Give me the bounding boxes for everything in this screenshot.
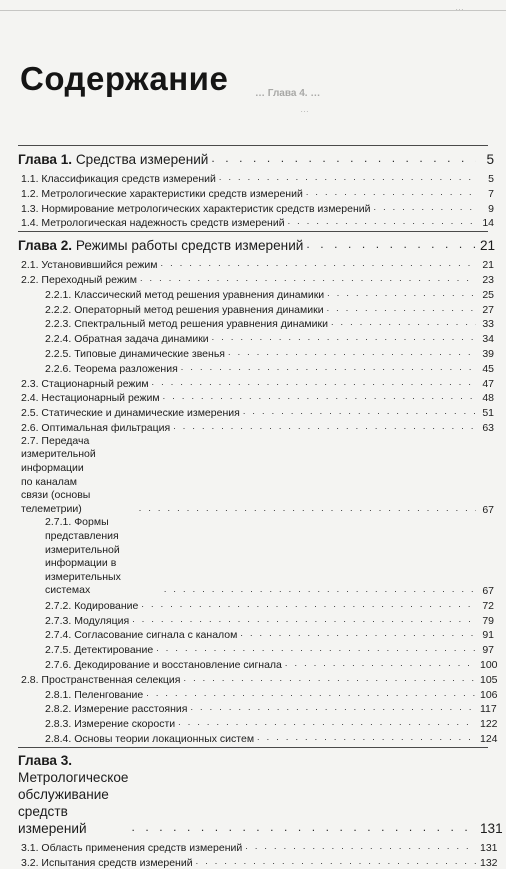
page-number: 45 [482, 362, 494, 375]
bleed-top-right: … [455, 2, 464, 12]
dot-leader [243, 405, 476, 418]
dot-leader [164, 583, 476, 596]
entry-label: 2.6. Оптимальная фильтрация [21, 421, 171, 434]
entry-label: 2.3. Стационарный режим [21, 377, 149, 390]
toc-entry [18, 287, 494, 302]
entry-label: 2.2.5. Типовые динамические звенья [45, 347, 225, 360]
entry-label: 2.2.6. Теорема разложения [45, 362, 178, 375]
chapter-row [18, 752, 503, 837]
page-number: 131 [480, 841, 498, 854]
dot-leader [141, 598, 476, 611]
chapter-number: Глава 2. [18, 238, 73, 254]
toc-entry [18, 731, 498, 746]
toc-entry [18, 687, 498, 702]
page-number: 117 [480, 703, 497, 716]
toc-entry [18, 171, 494, 186]
toc-entry [18, 405, 494, 420]
entry-label: 2.8.3. Измерение скорости [45, 718, 176, 731]
dot-leader [178, 716, 476, 729]
toc-entry [18, 376, 494, 391]
dot-leader [306, 186, 476, 199]
toc-entry [18, 215, 494, 230]
page-number: 5 [488, 173, 494, 185]
page-number: 72 [482, 599, 494, 612]
top-edge-line [0, 10, 506, 11]
toc-entry [18, 272, 494, 287]
page-number: 105 [480, 673, 498, 686]
page-title: Содержание [20, 60, 229, 97]
toc-entry [18, 598, 494, 613]
dot-leader [219, 171, 476, 184]
entry-label: 2.8.1. Пеленгование [45, 688, 144, 701]
dot-leader [190, 701, 476, 714]
dot-leader [140, 272, 476, 285]
toc-entry [18, 613, 494, 628]
entry-label: 3.1. Область применения средств измерений [21, 841, 243, 854]
toc-entry [18, 257, 494, 272]
bleed-chapter4: … Глава 4. … [255, 88, 321, 99]
page-number: 131 [480, 820, 503, 836]
entry-label: 2.7. Передача измерительной информации по каналам связи (основы телеметрии) [21, 434, 96, 515]
chapter-label [18, 238, 303, 254]
page-number: 23 [482, 273, 494, 286]
toc-entry [18, 672, 498, 687]
page-number: 33 [482, 318, 494, 331]
chapter-title: Средства измерений [75, 152, 209, 167]
chapter-rule [18, 231, 488, 232]
toc-entry [18, 716, 498, 731]
dot-leader [331, 316, 476, 329]
toc-entry [18, 390, 494, 405]
toc-entry [18, 201, 494, 216]
table-of-contents [18, 144, 503, 869]
page-number: 91 [482, 629, 494, 642]
dot-leader [285, 657, 476, 670]
dot-leader [196, 855, 476, 868]
entry-label: 2.5. Статические и динамические измерения [21, 407, 240, 420]
entry-label: 2.4. Нестационарный режим [21, 392, 160, 405]
dot-leader [132, 613, 476, 626]
page-number: 27 [482, 303, 494, 316]
page-number: 67 [482, 585, 494, 598]
entry-label: 1.2. Метрологические характеристики средств измерений [21, 187, 303, 200]
dot-leader [240, 627, 476, 640]
entry-label: 2.2.2. Операторный метод решения уравнения динамики [45, 303, 324, 316]
toc-entry [18, 627, 494, 642]
toc-entry [18, 420, 494, 435]
chapter-rule [18, 145, 488, 146]
page-number: 9 [488, 202, 494, 215]
dot-leader [156, 642, 476, 655]
page-number: 132 [480, 856, 498, 869]
entry-label: 1.1. Классификация средств измерений [21, 173, 216, 185]
chapter-label [18, 152, 208, 168]
toc-entry [18, 186, 494, 201]
entry-label: 2.7.5. Детектирование [45, 644, 154, 657]
chapter-row [18, 236, 494, 254]
page-number: 122 [480, 718, 498, 731]
chapter-row [18, 150, 494, 168]
entry-label: 2.1. Установившийся режим [21, 259, 158, 272]
toc-entry [18, 516, 494, 598]
chapter-title: Режимы работы средств измерений [75, 238, 304, 254]
dot-leader [163, 390, 476, 403]
toc-entry [18, 855, 498, 869]
dot-leader [212, 331, 476, 344]
dot-leader [306, 236, 476, 252]
page-number: 79 [482, 614, 494, 627]
dot-leader [327, 287, 476, 300]
page-number: 34 [482, 333, 494, 346]
entry-label: 3.2. Испытания средств измерений [21, 856, 193, 869]
dot-leader [152, 376, 476, 389]
toc-entry [18, 657, 498, 672]
toc-entry [18, 361, 494, 376]
bleed-line2: … [300, 104, 309, 114]
dot-leader [161, 257, 476, 270]
toc-entry [18, 316, 494, 331]
page-number: 51 [482, 407, 494, 420]
entry-label: 2.2.1. Классический метод решения уравнения динамики [45, 288, 325, 301]
dot-leader [228, 346, 476, 359]
dot-leader [288, 215, 476, 228]
dot-leader [327, 302, 476, 315]
dot-leader [181, 361, 476, 374]
page-number: 48 [482, 392, 494, 405]
page-number: 25 [482, 288, 494, 301]
chapter-number: Глава 1. [18, 152, 73, 167]
toc-entry [18, 642, 494, 657]
chapter-title: Метрологическое обслуживание средств измерений [18, 769, 129, 836]
chapter-label [18, 752, 129, 837]
page-number: 124 [480, 733, 498, 746]
page-number: 67 [482, 503, 494, 516]
entry-label: 2.7.1. Формы представления измерительной информации в измерительных системах [45, 516, 121, 597]
page-number: 106 [480, 688, 498, 701]
toc-entry [18, 840, 498, 855]
entry-label: 2.7.4. Согласование сигнала с каналом [45, 629, 238, 642]
entry-label: 1.3. Нормирование метрологических характеристик средств измерений [21, 202, 371, 215]
page-number: 7 [488, 187, 494, 200]
toc-entry [18, 435, 494, 517]
entry-label: 2.7.6. Декодирование и восстановление сигнала [45, 659, 282, 672]
dot-leader [373, 201, 476, 214]
toc-entry [18, 701, 497, 716]
page-number: 14 [482, 217, 494, 230]
entry-label: 2.2.4. Обратная задача динамики [45, 333, 209, 346]
dot-leader [211, 150, 476, 166]
dot-leader [146, 687, 476, 700]
dot-leader [132, 819, 477, 835]
dot-leader [139, 502, 476, 515]
page-number: 63 [482, 421, 494, 434]
entry-label: 1.4. Метрологическая надежность средств измерений [21, 217, 285, 230]
page-number: 5 [486, 152, 494, 167]
chapter-rule [18, 747, 488, 748]
chapter-number: Глава 3. [18, 752, 73, 768]
toc-entry [18, 331, 494, 346]
entry-label: 2.2. Переходный режим [21, 273, 137, 286]
entry-label: 2.7.3. Модуляция [45, 614, 130, 627]
toc-entry [18, 346, 494, 361]
entry-label: 2.7.2. Кодирование [45, 599, 139, 612]
page-number: 39 [482, 347, 494, 360]
entry-label: 2.2.3. Спектральный метод решения уравнения динамики [45, 318, 328, 331]
page-number: 97 [482, 644, 494, 657]
entry-label: 2.8. Пространственная селекция [21, 673, 181, 686]
dot-leader [173, 420, 476, 433]
entry-label: 2.8.4. Основы теории локационных систем [45, 733, 255, 746]
page-number: 100 [480, 659, 498, 672]
dot-leader [183, 672, 476, 685]
page-number: 21 [482, 259, 494, 272]
entry-label: 2.8.2. Измерение расстояния [45, 703, 188, 716]
dot-leader [245, 840, 476, 853]
page-number: 47 [482, 377, 494, 390]
page-number: 21 [480, 238, 496, 254]
dot-leader [257, 731, 476, 744]
toc-entry [18, 302, 494, 317]
